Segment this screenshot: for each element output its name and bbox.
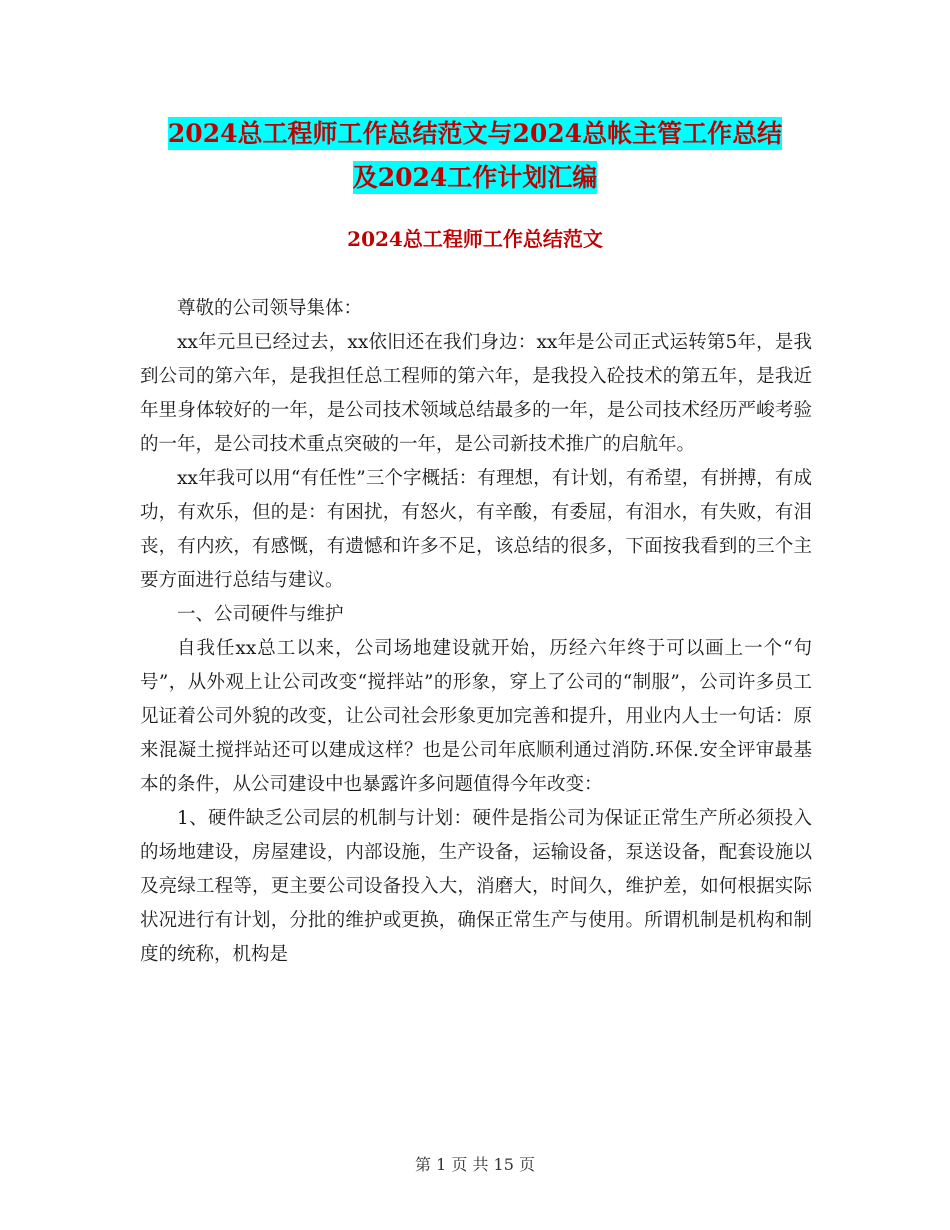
page-number-footer: 第 1 页 共 15 页 [415, 1155, 535, 1174]
section-title: 2024总工程师工作总结范文 [347, 227, 603, 251]
body-paragraph: 1、硬件缺乏公司层的机制与计划：硬件是指公司为保证正常生产所必须投入的场地建设，房屋建设，内部设施，生产设备，运输设备，泵送设备，配套设施以及亮绿工程等，更主要公司设备投入大，消磨大，时间久，维护差，如何根据实际状况进行有计划，分批的维护或更换，确保正常生产与使用。所谓机制是机构和制度的统称，机构是 [140, 808, 812, 965]
document-body [140, 292, 812, 972]
main-title-line-2: 及2024工作计划汇编 [352, 163, 598, 192]
main-title-line-1: 2024总工程师工作总结范文与2024总帐主管工作总结 [167, 119, 783, 148]
body-paragraph: xx年我可以用“有任性”三个字概括：有理想，有计划，有希望，有拼搏，有成功，有欢乐，但的是：有困扰，有怒火，有辛酸，有委屈，有泪水，有失败，有泪丧，有内疚，有感慨，有遗憾和许多不足，该总结的很多，下面按我看到的三个主要方面进行总结与建议。 [140, 468, 812, 591]
document-main-title [120, 112, 830, 200]
body-paragraph: 自我任xx总工以来，公司场地建设就开始，历经六年终于可以画上一个“句号”，从外观上让公司改变“搅拌站”的形象，穿上了公司的“制服”，公司许多员工见证着公司外貌的改变，让公司社会形象更加完善和提升，用业内人士一句话：原来混凝土搅拌站还可以建成这样？也是公司年底顺利通过消防.环保.安全评审最基本的条件，从公司建设中也暴露许多问题值得今年改变： [140, 638, 812, 795]
body-paragraph: xx年元旦已经过去，xx依旧还在我们身边：xx年是公司正式运转第5年，是我到公司的第六年，是我担任总工程师的第六年，是我投入砼技术的第五年，是我近年里身体较好的一年，是公司技术领域总结最多的一年，是公司技术经历严峻考验的一年，是公司技术重点突破的一年，是公司新技术推广的启航年。 [140, 332, 812, 455]
subsection-heading: 一、公司硬件与维护 [177, 604, 344, 625]
salutation-paragraph: 尊敬的公司领导集体： [177, 298, 363, 319]
